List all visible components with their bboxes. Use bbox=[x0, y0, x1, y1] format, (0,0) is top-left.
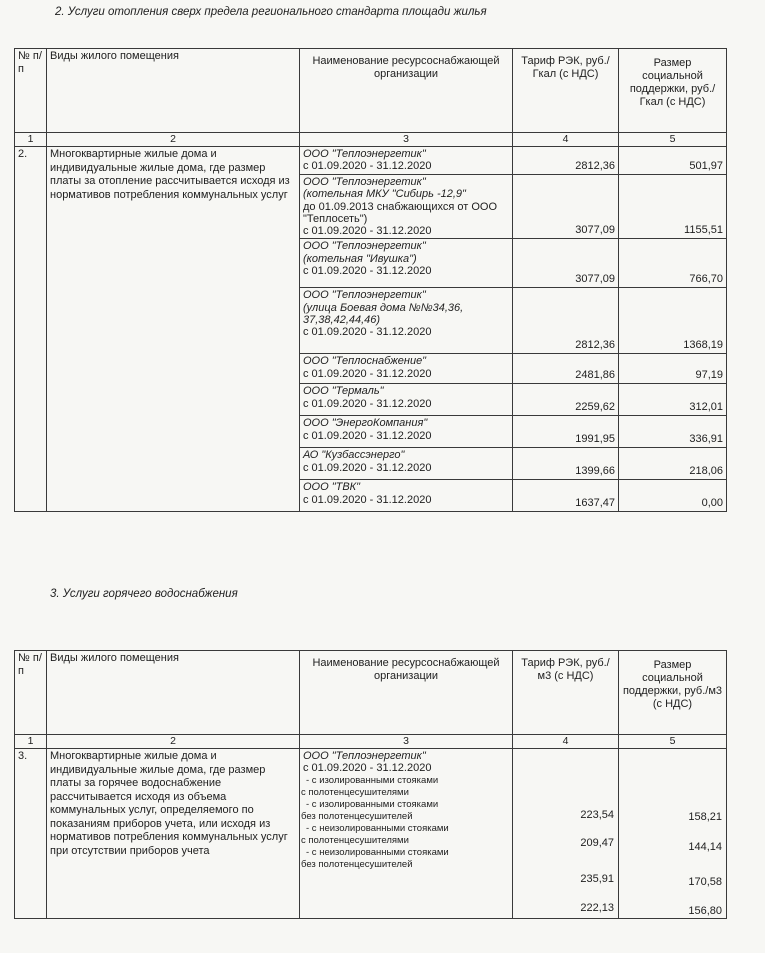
header-type: Виды жилого помещения bbox=[47, 651, 300, 735]
tariff-cell bbox=[513, 749, 619, 919]
org-note-2: до 01.09.2013 снабжающихся от ООО "Теплосеть") bbox=[303, 200, 498, 225]
table-row bbox=[15, 749, 727, 919]
org-cell bbox=[300, 749, 513, 919]
header-support: Размер социальной поддержки, руб./м3 (с НДС) bbox=[619, 651, 727, 735]
col-number: 3 bbox=[300, 735, 513, 749]
towel-dryer-type: с полотенцесушителями bbox=[301, 834, 409, 846]
col-number: 2 bbox=[47, 735, 300, 749]
org-period: с 01.09.2020 - 31.12.2020 bbox=[303, 367, 432, 380]
hot-water-table bbox=[14, 650, 727, 919]
support-value: 144,14 bbox=[688, 841, 722, 853]
col-number: 2 bbox=[47, 133, 300, 147]
tariff-value: 3077,09 bbox=[513, 175, 619, 239]
support-value: 97,19 bbox=[619, 354, 727, 384]
riser-type: - с изолированными стояками bbox=[306, 774, 439, 786]
tariff-value: 2259,62 bbox=[513, 384, 619, 416]
tariff-value: 1991,95 bbox=[513, 416, 619, 448]
org-cell bbox=[300, 384, 513, 416]
support-value: 158,21 bbox=[688, 811, 722, 823]
tariff-value: 209,47 bbox=[580, 837, 614, 849]
row-desc: Многоквартирные жилые дома и индивидуальные жилые дома, где размер платы за горячее водоснабжение рассчитывается исходя из объема коммунальных услуг, определяемого по показаниям приборов учета, или исходя из нормативов потребления коммунальных услуг при отсутствии приборов учета bbox=[47, 749, 300, 919]
org-cell bbox=[300, 239, 513, 288]
org-note: (котельная "Ивушка") bbox=[303, 252, 417, 265]
org-period: с 01.09.2020 - 31.12.2020 bbox=[303, 493, 432, 506]
support-value: 312,01 bbox=[619, 384, 727, 416]
org-name: ООО "Теплоэнергетик" bbox=[303, 750, 426, 762]
org-cell bbox=[300, 175, 513, 239]
support-value: 501,97 bbox=[619, 147, 727, 175]
org-cell bbox=[300, 147, 513, 175]
hot-water-col-numbers bbox=[15, 735, 727, 749]
org-cell bbox=[300, 480, 513, 512]
col-number: 4 bbox=[513, 735, 619, 749]
hot-water-header-row bbox=[15, 651, 727, 735]
org-period: с 01.09.2020 - 31.12.2020 bbox=[303, 326, 432, 339]
header-type: Виды жилого помещения bbox=[47, 49, 300, 133]
table-row bbox=[15, 147, 727, 175]
org-period: с 01.09.2020 - 31.12.2020 bbox=[303, 762, 432, 775]
col-number: 5 bbox=[619, 133, 727, 147]
tariff-value: 223,54 bbox=[580, 809, 614, 821]
support-value: 0,00 bbox=[619, 480, 727, 512]
header-org: Наименование ресурсоснабжающей организации bbox=[300, 49, 513, 133]
support-value: 766,70 bbox=[619, 239, 727, 288]
tariff-value: 222,13 bbox=[580, 902, 614, 914]
org-cell bbox=[300, 448, 513, 480]
tariff-value: 1637,47 bbox=[513, 480, 619, 512]
header-tariff: Тариф РЭК, руб./м3 (с НДС) bbox=[513, 651, 619, 735]
header-num: № п/п bbox=[15, 49, 47, 133]
tariff-value: 2812,36 bbox=[513, 288, 619, 354]
support-value: 156,80 bbox=[688, 905, 722, 917]
support-value: 336,91 bbox=[619, 416, 727, 448]
riser-type: - с неизолированными стояками bbox=[306, 822, 449, 834]
towel-dryer-type: без полотенцесушителей bbox=[301, 810, 413, 822]
org-cell bbox=[300, 354, 513, 384]
riser-type: - с изолированными стояками bbox=[306, 798, 439, 810]
row-desc: Многоквартирные жилые дома и индивидуальные жилые дома, где размер платы за отопление рассчитывается исходя из нормативов потребления коммунальных услуг bbox=[47, 147, 300, 512]
org-name: ООО "Теплоэнергетик" bbox=[303, 289, 426, 302]
section-3-title: 3. Услуги горячего водоснабжения bbox=[50, 588, 238, 600]
row-num: 2. bbox=[15, 147, 47, 512]
org-name: ООО "Теплоэнергетик" bbox=[303, 148, 426, 160]
org-name: ООО "ТВК" bbox=[303, 481, 361, 494]
org-period: с 01.09.2020 - 31.12.2020 bbox=[303, 160, 432, 173]
tariff-value: 1399,66 bbox=[513, 448, 619, 480]
org-note: (улица Боевая дома №№34,36, 37,38,42,44,46) bbox=[303, 301, 464, 327]
header-support: Размер социальной поддержки, руб./Гкал (с НДС) bbox=[619, 49, 727, 133]
col-number: 5 bbox=[619, 735, 727, 749]
support-value: 1155,51 bbox=[619, 175, 727, 239]
header-tariff: Тариф РЭК, руб./Гкал (с НДС) bbox=[513, 49, 619, 133]
org-period: с 01.09.2020 - 31.12.2020 bbox=[303, 265, 432, 278]
org-cell bbox=[300, 416, 513, 448]
col-number: 4 bbox=[513, 133, 619, 147]
towel-dryer-type: без полотенцесушителей bbox=[301, 858, 413, 870]
org-note: (котельная МКУ "Сибирь -12,9" bbox=[303, 188, 466, 201]
tariff-value: 2812,36 bbox=[513, 147, 619, 175]
heating-table bbox=[14, 48, 727, 512]
org-cell bbox=[300, 288, 513, 354]
org-name: ООО "Теплоснабжение" bbox=[303, 355, 427, 368]
tariff-value: 2481,86 bbox=[513, 354, 619, 384]
col-number: 3 bbox=[300, 133, 513, 147]
org-period: с 01.09.2020 - 31.12.2020 bbox=[303, 225, 432, 238]
org-name: ООО "Теплоэнергетик" bbox=[303, 176, 426, 188]
org-period: с 01.09.2020 - 31.12.2020 bbox=[303, 397, 432, 410]
support-value: 170,58 bbox=[688, 876, 722, 888]
support-value: 1368,19 bbox=[619, 288, 727, 354]
org-name: АО "Кузбассэнерго" bbox=[303, 449, 405, 462]
org-period: с 01.09.2020 - 31.12.2020 bbox=[303, 429, 432, 442]
support-value: 218,06 bbox=[619, 448, 727, 480]
heating-header-row bbox=[15, 49, 727, 133]
header-num: № п/п bbox=[15, 651, 47, 735]
tariff-value: 235,91 bbox=[580, 873, 614, 885]
heating-col-numbers bbox=[15, 133, 727, 147]
org-name: ООО "Термаль" bbox=[303, 385, 384, 398]
riser-type: - с неизолированными стояками bbox=[306, 846, 449, 858]
towel-dryer-type: с полотенцесушителями bbox=[301, 786, 409, 798]
row-num: 3. bbox=[15, 749, 47, 919]
support-cell bbox=[619, 749, 727, 919]
tariff-value: 3077,09 bbox=[513, 239, 619, 288]
header-org: Наименование ресурсоснабжающей организации bbox=[300, 651, 513, 735]
section-2-title: 2. Услуги отопления сверх предела регионального стандарта площади жилья bbox=[55, 6, 487, 18]
col-number: 1 bbox=[15, 133, 47, 147]
org-period: с 01.09.2020 - 31.12.2020 bbox=[303, 461, 432, 474]
org-name: ООО "ЭнергоКомпания" bbox=[303, 417, 428, 430]
org-name: ООО "Теплоэнергетик" bbox=[303, 240, 426, 253]
col-number: 1 bbox=[15, 735, 47, 749]
